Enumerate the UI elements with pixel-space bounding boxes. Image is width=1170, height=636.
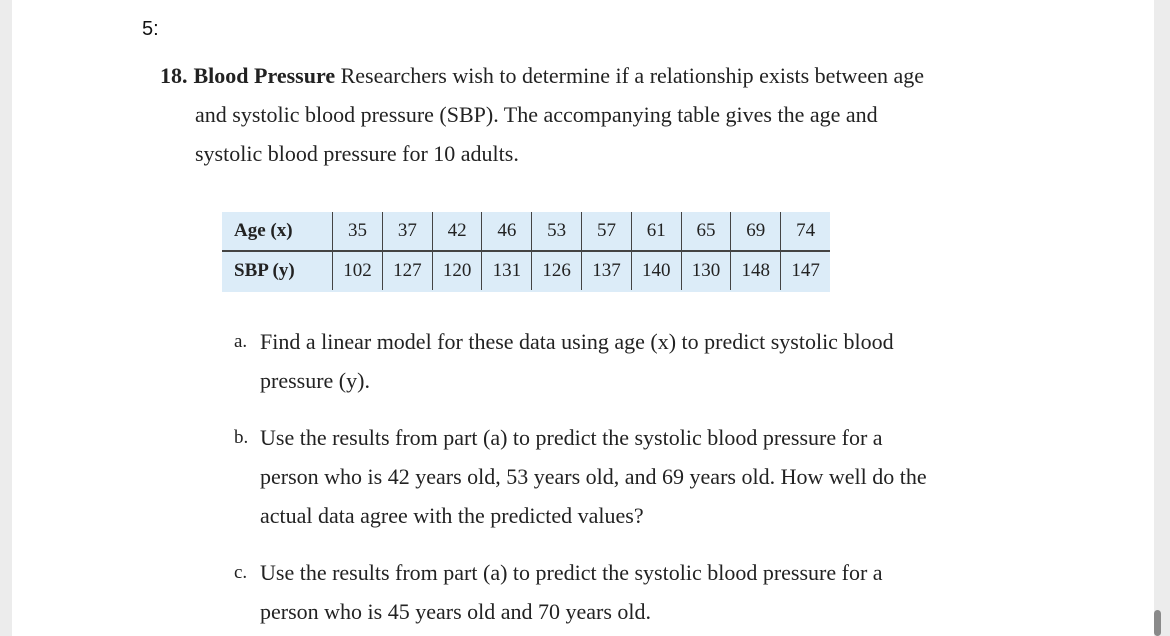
age-cell: 46 <box>482 212 532 251</box>
age-cell: 65 <box>681 212 731 251</box>
scrollbar-thumb[interactable] <box>1154 610 1161 636</box>
age-cell: 35 <box>333 212 383 251</box>
sbp-cell: 140 <box>631 251 681 290</box>
data-table <box>222 212 830 292</box>
question-label: 5: <box>142 18 159 40</box>
problem-line-2: and systolic blood pressure (SBP). The accompanying table gives the age and <box>195 102 878 127</box>
sbp-cell: 148 <box>731 251 781 290</box>
part-c-label: c. <box>234 562 248 583</box>
problem-text-1: Researchers wish to determine if a relationship exists between age <box>335 63 925 88</box>
sbp-cell: 102 <box>333 251 383 290</box>
sbp-cell: 127 <box>382 251 432 290</box>
part-b-line-1: Use the results from part (a) to predict the systolic blood pressure for a <box>260 425 883 450</box>
sbp-cell: 131 <box>482 251 532 290</box>
part-a-line-1: Find a linear model for these data using age (x) to predict systolic blood <box>260 329 894 354</box>
sbp-cell: 137 <box>582 251 632 290</box>
part-b-label: b. <box>234 427 249 448</box>
age-cell: 37 <box>382 212 432 251</box>
problem-statement <box>160 56 1020 173</box>
sbp-cell: 130 <box>681 251 731 290</box>
part-b-line-3: actual data agree with the predicted values? <box>260 503 644 528</box>
age-sbp-table <box>222 212 830 290</box>
part-a <box>234 322 1014 400</box>
document-page <box>12 0 1154 636</box>
part-c <box>234 553 1014 631</box>
age-cell: 57 <box>582 212 632 251</box>
sbp-row <box>222 251 830 290</box>
problem-title: Blood Pressure <box>193 63 336 88</box>
age-header: Age (x) <box>222 212 333 251</box>
part-a-label: a. <box>234 331 248 352</box>
part-a-line-2: pressure (y). <box>260 368 370 393</box>
part-b <box>234 418 1014 535</box>
problem-number: 18. <box>160 63 188 88</box>
age-cell: 69 <box>731 212 781 251</box>
part-c-line-2: person who is 45 years old and 70 years old. <box>260 599 652 624</box>
sbp-cell: 147 <box>781 251 830 290</box>
sbp-cell: 126 <box>532 251 582 290</box>
age-cell: 42 <box>432 212 482 251</box>
part-b-line-2: person who is 42 years old, 53 years old, and 69 years old. How well do the <box>260 464 927 489</box>
age-cell: 74 <box>781 212 830 251</box>
age-cell: 61 <box>631 212 681 251</box>
part-c-line-1: Use the results from part (a) to predict the systolic blood pressure for a <box>260 560 883 585</box>
age-row <box>222 212 830 251</box>
sbp-header: SBP (y) <box>234 260 295 281</box>
problem-line-1 <box>160 56 1020 95</box>
age-cell: 53 <box>532 212 582 251</box>
problem-line-3: systolic blood pressure for 10 adults. <box>195 141 519 166</box>
sbp-cell: 120 <box>432 251 482 290</box>
